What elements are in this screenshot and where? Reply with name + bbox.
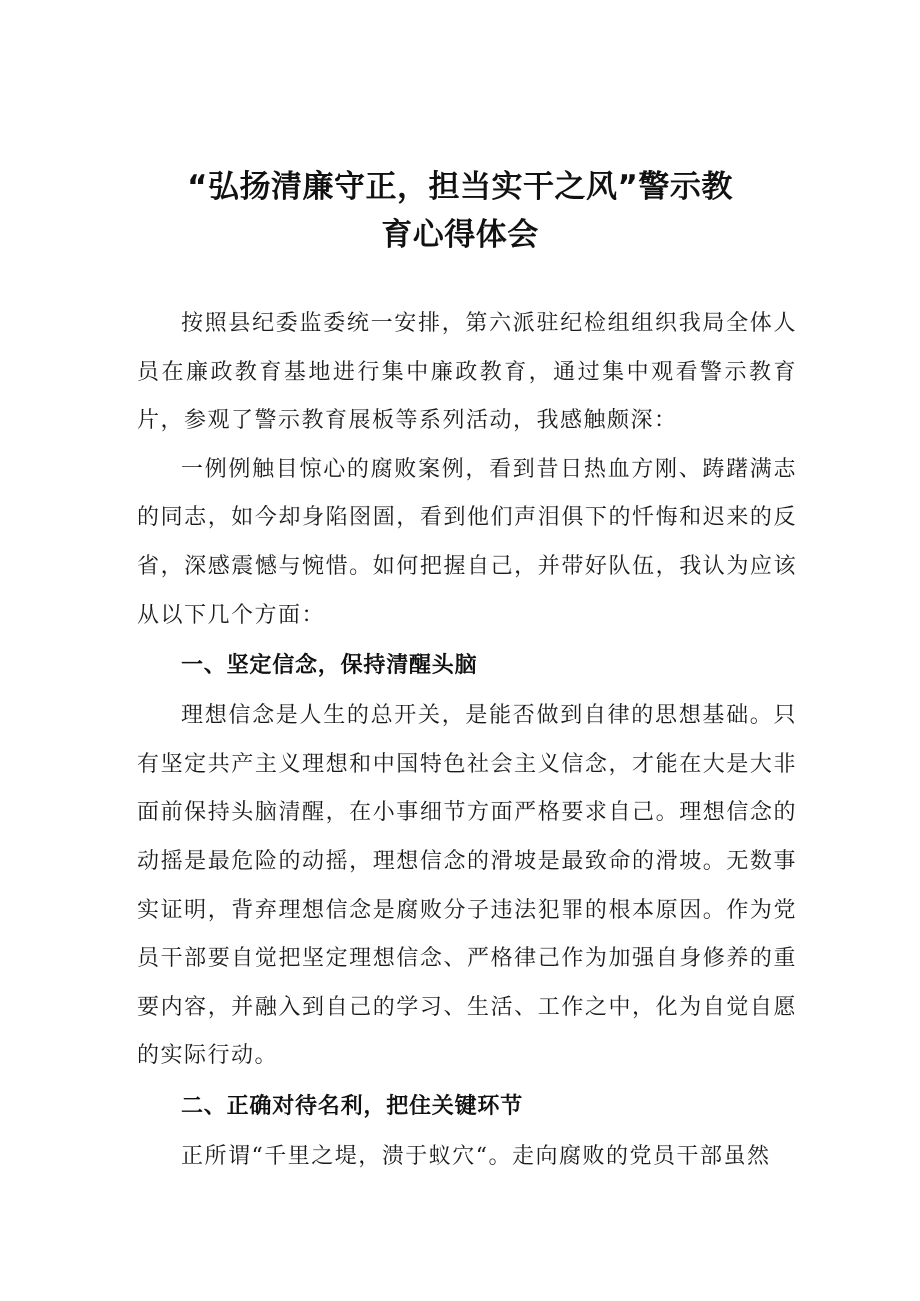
document-title-line2: 育心得体会 [381,217,539,253]
section-1-heading: 一、坚定信念，保持清醒头脑 [181,653,478,679]
intro-paragraph: 按照县纪委监委统一安排，第六派驻纪检组组织我局全体人员在廉政教育基地进行集中廉政教育，通过集中观看警示教育片，参观了警示教育展板等系列活动，我感触颇深： [137,311,797,434]
document-title-line1: “弘扬清廉守正，担当实干之风”警示教 [187,169,733,205]
section-2-paragraph: 正所谓“千里之堤，溃于蚁穴“。走向腐败的党员干部虽然 [181,1143,771,1169]
reflection-paragraph: 一例例触目惊心的腐败案例，看到昔日热血方刚、踌躇满志的同志，如今却身陷囹圄，看到他们声泪俱下的忏悔和迟来的反省，深感震憾与惋惜。如何把握自己，并带好队伍，我认为应该从以下几个方面： [137,456,797,628]
section-1-paragraph: 理想信念是人生的总开关，是能否做到自律的思想基础。只有坚定共产主义理想和中国特色社会主义信念，才能在大是大非面前保持头脑清醒，在小事细节方面严格要求自己。理想信念的动摇是最危险的动摇，理想信念的滑坡是最致命的滑坡。无数事实证明，背弃理想信念是腐败分子违法犯罪的根本原因。作为党员干部要自觉把坚定理想信念、严格律己作为加强自身修养的重要内容，并融入到自己的学习、生活、工作之中，化为自觉自愿的实际行动。 [137,703,797,1069]
section-2-heading: 二、正确对待名利，把住关键环节 [181,1093,524,1119]
document-body [137,300,797,1182]
